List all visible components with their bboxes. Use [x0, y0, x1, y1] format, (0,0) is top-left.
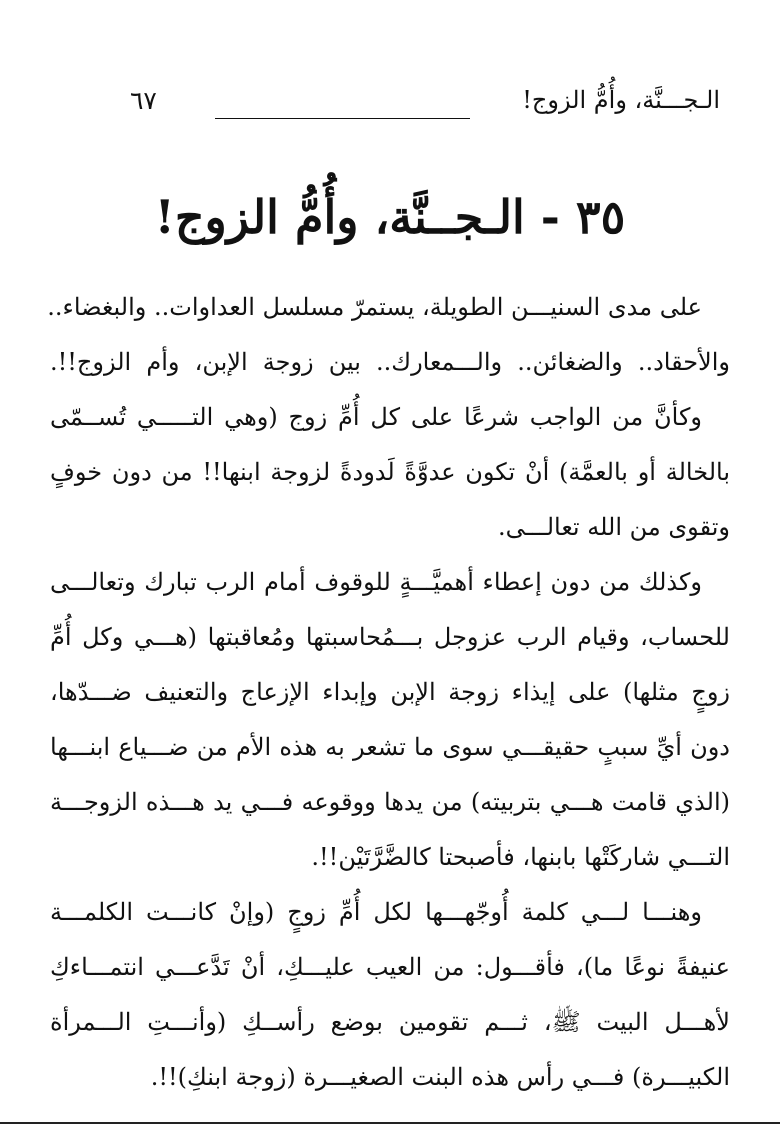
header-rule	[215, 118, 470, 119]
text-line: وكذلك من دون إعطاء أهميَّـــةٍ للوقوف أمام الرب تبارك وتعالـــى	[50, 568, 702, 596]
chapter-title: ٣٥ - الـجــنَّة، وأُمُّ الزوج!	[154, 190, 626, 244]
body-text	[47, 280, 731, 1105]
text-line: التـــي شاركَتْها بابنها، فأصبحتا كالضَّرَّتَيْن!!.	[311, 843, 730, 871]
running-header	[130, 86, 720, 126]
text-line: لأهـــل البيت ﷺ، ثـــم تقومين بوضع رأســكِ (وأنـــتِ الـــمرأة	[50, 1008, 730, 1036]
footer-rule	[0, 1122, 780, 1124]
text-line: دون أيِّ سببٍ حقيقـــي سوى ما تشعر به هذه الأم من ضـــياع ابنـــها	[50, 733, 730, 761]
text-line: وتقوى من الله تعالـــى.	[497, 513, 730, 541]
text-line: بالخالة أو بالعمَّة) أنْ تكون عدوَّةً لَدودةً لزوجة ابنها!! من دون خوفٍ	[50, 458, 730, 486]
text-line: والأحقاد.. والضغائن.. والـــمعارك.. بين زوجة الإبن، وأم الزوج!!.	[50, 348, 730, 376]
text-line: وكأنَّ من الواجب شرعًا على كل أُمِّ زوج (وهي التـــــي تُســمّى	[50, 403, 702, 431]
text-line: عنيفةً نوعًا ما)، فأقـــول: من العيب عليـــكِ، أنْ تَدَّعـــي انتمـــاءكِ	[50, 953, 730, 981]
page-number: ٦٧	[130, 86, 157, 115]
text-line: الكبيـــرة) فـــي رأس هذه البنت الصغيـــرة (زوجة ابنكِ)!!.	[150, 1063, 730, 1091]
text-line: وهنـــا لـــي كلمة أُوجّهـــها لكل أُمِّ زوجٍ (وإنْ كانـــت الكلمـــة	[50, 898, 703, 926]
running-title: الـجـــنَّة، وأُمُّ الزوج!	[522, 86, 720, 114]
text-line: زوجٍ مثلها) على إيذاء زوجة الإبن وإبداء الإزعاج والتعنيف ضـــدّها،	[50, 678, 731, 706]
text-line: (الذي قامت هـــي بتربيته) من يدها ووقوعه فـــي يد هـــذه الزوجـــة	[50, 788, 730, 816]
text-line: للحساب، وقيام الرب عزوجل بـــمُحاسبتها ومُعاقبتها (هـــي وكل أُمِّ	[50, 623, 730, 651]
text-line: على مدى السنيـــن الطويلة، يستمرّ مسلسل العداوات.. والبغضاء..	[47, 293, 702, 321]
